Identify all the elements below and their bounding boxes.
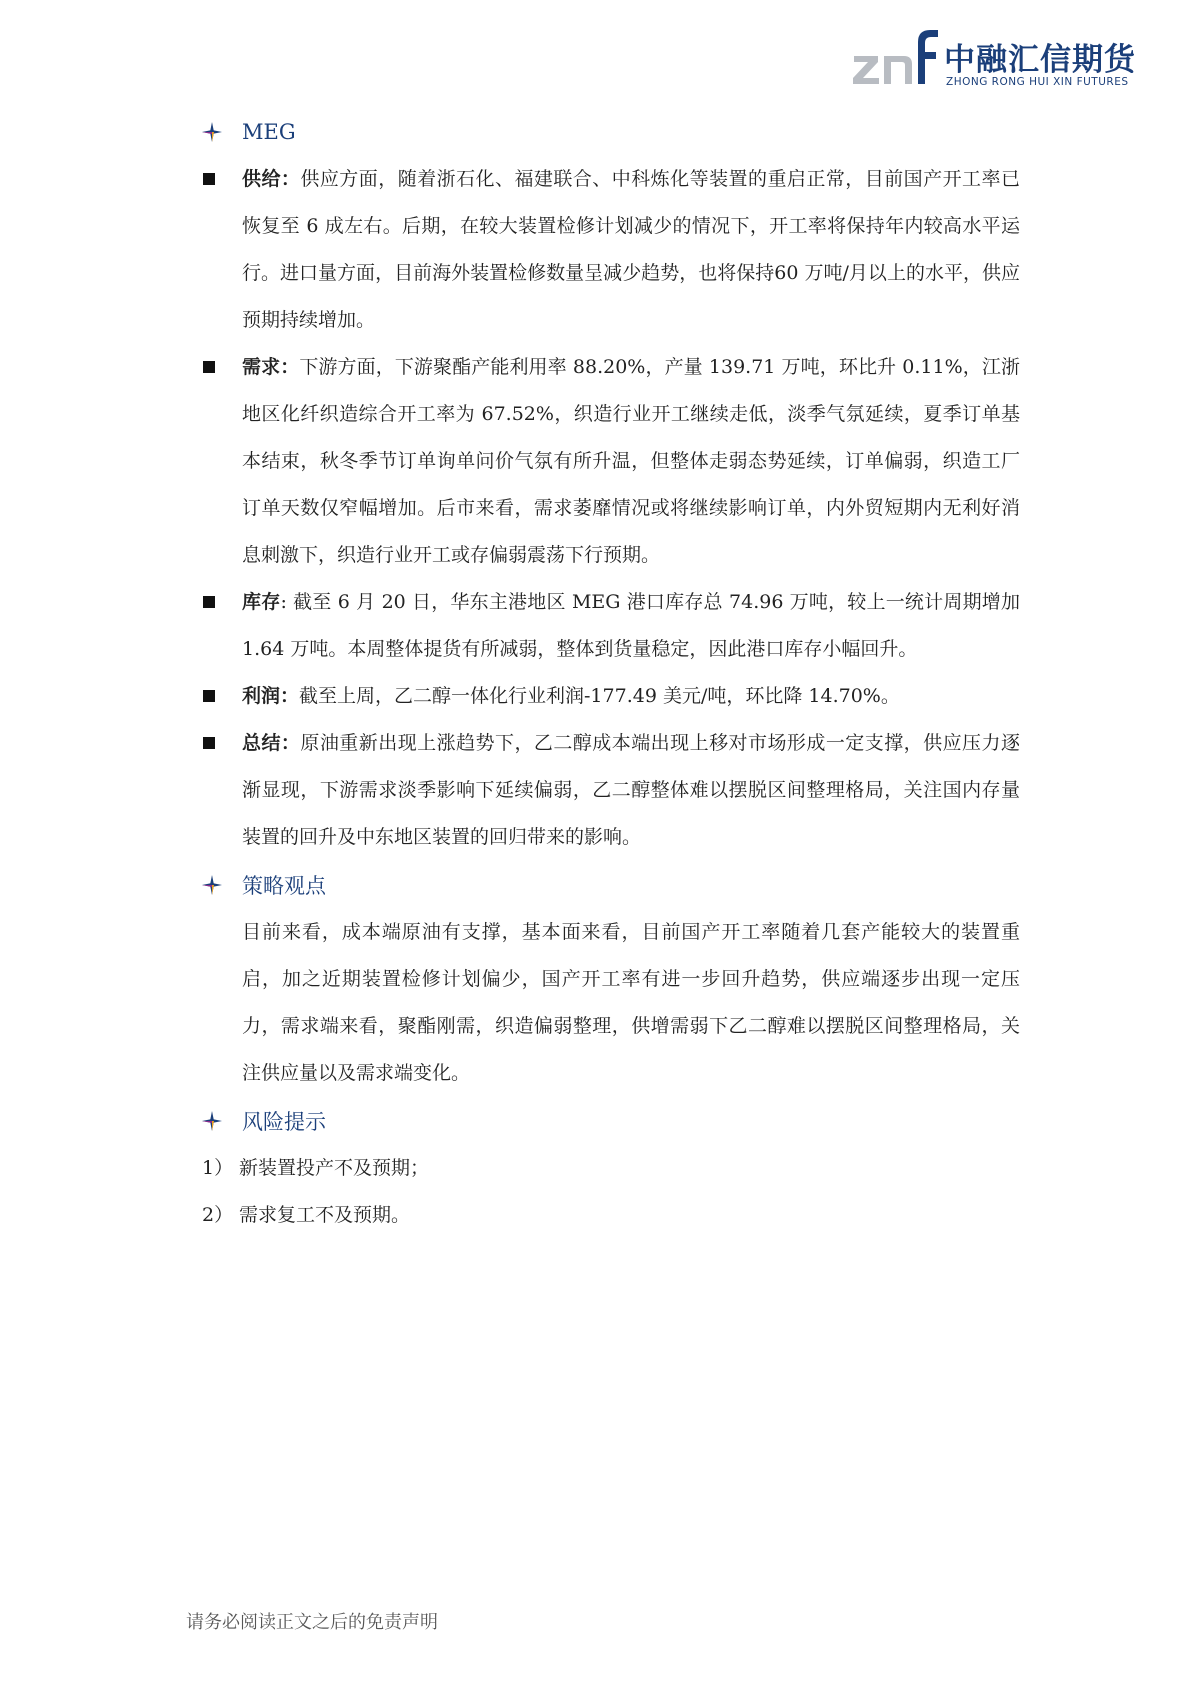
risk-item: [200, 1145, 1020, 1192]
logo-name-cn: 中融汇信期货: [944, 42, 1136, 78]
znf-logo-mark: [852, 28, 938, 90]
logo-name-en: ZHONG RONG HUI XIN FUTURES: [946, 76, 1129, 88]
square-bullet-icon: [203, 737, 215, 749]
bullet-text: : 截至 6 月 20 日，华东主港地区 MEG 港口库存总 74.96 万吨，较上一统计周期增加 1.64 万吨。本周整体提货有所减弱，整体到货量稳定，因此港口库存小幅回升。: [242, 591, 1020, 660]
square-bullet-icon: [203, 596, 215, 608]
report-content: [200, 108, 1020, 1239]
bullet-label: 库存: [242, 591, 281, 613]
square-bullet-icon: [203, 361, 215, 373]
disclaimer-footer: 请务必阅读正文之后的免责声明: [186, 1612, 438, 1633]
section-heading-strategy: [200, 861, 1020, 909]
heading-text: MEG: [242, 120, 296, 144]
bullet-label: 总结：: [242, 732, 301, 754]
compass-star-icon: [200, 1109, 224, 1133]
risk-item: [200, 1192, 1020, 1239]
bullet-summary: [200, 720, 1020, 861]
risk-item-number: 1）: [202, 1157, 234, 1179]
risk-item-text: 新装置投产不及预期；: [239, 1157, 430, 1179]
bullet-supply: [200, 156, 1020, 344]
heading-text: 策略观点: [242, 874, 326, 898]
bullet-demand: [200, 344, 1020, 579]
compass-star-icon: [200, 873, 224, 897]
bullet-profit: [200, 673, 1020, 720]
company-logo: [852, 28, 1136, 90]
risk-item-text: 需求复工不及预期。: [239, 1204, 411, 1226]
square-bullet-icon: [203, 690, 215, 702]
bullet-text: 原油重新出现上涨趋势下，乙二醇成本端出现上移对市场形成一定支撑，供应压力逐渐显现，下游需求淡季影响下延续偏弱，乙二醇整体难以摆脱区间整理格局，关注国内存量装置的回升及中东地区装置的回归带来的影响。: [242, 732, 1020, 848]
bullet-text: 下游方面，下游聚酯产能利用率 88.20%，产量 139.71 万吨，环比升 0.11%，江浙地区化纤织造综合开工率为 67.52%，织造行业开工继续走低，淡季气氛延续，夏季订单基本结束，秋冬季节订单询单问价气氛有所升温，但整体走弱态势延续，订单偏弱，织造工厂订单天数仅窄幅增加。后市来看，需求萎靡情况或将继续影响订单，内外贸短期内无利好消息刺激下，织造行业开工或存偏弱震荡下行预期。: [242, 356, 1020, 566]
bullet-label: 供给：: [242, 168, 301, 190]
bullet-label: 利润：: [242, 685, 300, 707]
section-heading-risk: [200, 1097, 1020, 1145]
heading-text: 风险提示: [242, 1110, 326, 1134]
bullet-label: 需求：: [242, 356, 300, 378]
section-heading-meg: [200, 108, 1020, 156]
risk-item-number: 2）: [202, 1204, 234, 1226]
bullet-text: 截至上周，乙二醇一体化行业利润-177.49 美元/吨，环比降 14.70%。: [299, 685, 900, 707]
bullet-text: 供应方面，随着浙石化、福建联合、中科炼化等装置的重启正常，目前国产开工率已恢复至 6 成左右。后期，在较大装置检修计划减少的情况下，开工率将保持年内较高水平运行。进口量方面，目前海外装置检修数量呈减少趋势，也将保持60 万吨/月以上的水平，供应预期持续增加。: [242, 168, 1020, 331]
strategy-paragraph: 目前来看，成本端原油有支撑，基本面来看，目前国产开工率随着几套产能较大的装置重启，加之近期装置检修计划偏少，国产开工率有进一步回升趋势，供应端逐步出现一定压力，需求端来看，聚酯刚需，织造偏弱整理，供增需弱下乙二醇难以摆脱区间整理格局，关注供应量以及需求端变化。: [242, 921, 1020, 1084]
square-bullet-icon: [203, 173, 215, 185]
bullet-inventory: [200, 579, 1020, 673]
compass-star-icon: [200, 120, 224, 144]
